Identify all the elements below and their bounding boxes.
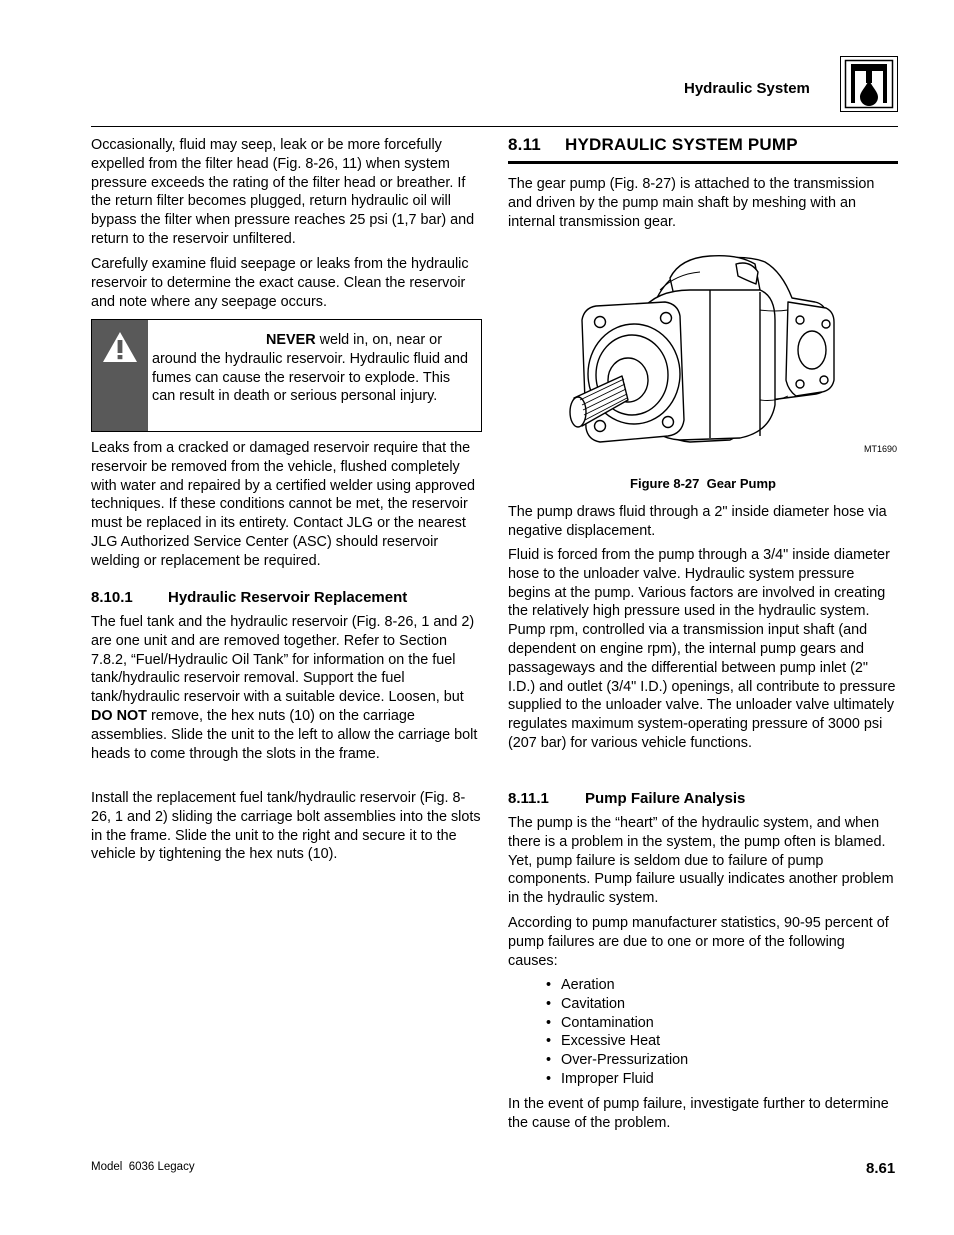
list-item: • Cavitation xyxy=(546,995,876,1014)
pump-failure-causes-list xyxy=(546,976,876,1089)
subsection-heading-8-10-1 xyxy=(91,589,483,606)
footer-model: Model 6036 Legacy xyxy=(91,1161,195,1173)
right-paragraph-1: The gear pump (Fig. 8-27) is attached to the transmission and driven by the pump main shaft by meshing with an internal transmission gear. xyxy=(508,176,875,230)
subsection-number: 8.10.1 xyxy=(91,589,133,606)
subsection-number: 8.11.1 xyxy=(508,790,549,807)
subsection-title: Pump Failure Analysis xyxy=(585,790,746,807)
right-paragraph-6: In the event of pump failure, investigate further to determine the cause of the problem. xyxy=(508,1096,889,1131)
left-paragraph-4-emphasis: DO NOT xyxy=(91,707,147,724)
right-paragraph-4: The pump is the “heart” of the hydraulic system, and when there is a problem in the system, the pump often is blamed. Yet, pump failure is seldom due to failure of pump components. Pump failure usually indicates another problem in the hydraulic system. xyxy=(508,815,894,907)
warning-exclamation-icon xyxy=(92,324,148,384)
figure-code: MT1690 xyxy=(864,444,898,454)
warning-text xyxy=(152,331,477,406)
section-title: HYDRAULIC SYSTEM PUMP xyxy=(565,135,798,154)
warning-never: NEVER xyxy=(266,332,316,348)
right-paragraph-3: Fluid is forced from the pump through a 3/4" inside diameter hose to the unloader valve. Hydraulic system pressure begins at the pump. Various factors are involved in creating the relatively high pressure used in the hydraulic system. Pump rpm, controlled via a transmission input shaft (and dependent on engine rpm), the internal pump gears and passageways and the differential between pump inlet (2" I.D.) and outlet (3/4" I.D.) openings, all contribute to pressure supplied to the unloader valve. The unloader valve ultimately regulates maximum system-operating pressure of 3000 psi (207 bar) for various vehicle functions. xyxy=(508,547,896,751)
footer-page-number: 8.61 xyxy=(866,1160,896,1177)
warning-body: weld in, on, near or around the hydraulic reservoir. Hydraulic fluid and fumes can cause the reservoir to explode. This can result in death or serious personal injury. xyxy=(152,332,468,405)
left-paragraph-4-part-b: remove, the hex nuts (10) on the carriage assemblies. Slide the unit to the left to allow the carriage bolt heads to come through the slots in the frame. xyxy=(91,707,478,762)
warning-sidebar xyxy=(92,320,148,431)
warning-box xyxy=(91,319,482,432)
left-paragraph-1: Occasionally, fluid may seep, leak or be more forcefully expelled from the filter head (Fig. 8-26, 11) when system pressure exceeds the rating of the filter head or breather. If the return filter becomes plugged, return hydraulic oil will bypass the filter when pressure reaches 25 psi (1,7 bar) and return to the reservoir unfiltered. xyxy=(91,137,475,247)
list-item: • Improper Fluid xyxy=(546,1070,876,1089)
left-paragraph-2: Carefully examine fluid seepage or leaks from the hydraulic reservoir to determine the exact cause. Clean the reservoir and note where any seepage occurs. xyxy=(91,256,469,310)
left-paragraph-3: Leaks from a cracked or damaged reservoir require that the reservoir be removed from the vehicle, flushed completely with water and repaired by a certified welder using approved techniques. If these conditions cannot be met, the reservoir must be replaced in its entirety. Contact JLG or the nearest JLG Authorized Service Center (ASC) should reservoir welding or replacement be required. xyxy=(91,440,475,569)
header-rule xyxy=(91,126,898,127)
section-heading-8-11 xyxy=(508,135,798,155)
list-item: • Over-Pressurization xyxy=(546,1051,876,1070)
figure-caption: Figure 8-27 Gear Pump xyxy=(630,476,776,491)
list-item: • Excessive Heat xyxy=(546,1032,876,1051)
right-paragraph-5: According to pump manufacturer statistics, 90-95 percent of pump failures are due to one or more of the following causes: xyxy=(508,915,889,969)
section-number: 8.11 xyxy=(508,135,541,154)
right-paragraph-2: The pump draws fluid through a 2" inside diameter hose via negative displacement. xyxy=(508,504,887,539)
header-section-title: Hydraulic System xyxy=(684,80,810,97)
left-paragraph-4 xyxy=(91,613,483,763)
subsection-heading-8-11-1 xyxy=(508,790,898,807)
gear-pump-figure xyxy=(560,250,850,455)
hydraulic-system-icon xyxy=(840,56,898,112)
left-paragraph-4-part-a: The fuel tank and the hydraulic reservoir (Fig. 8-26, 1 and 2) are one unit and are removed together. Refer to Section 7.8.2, “Fuel/Hydraulic Oil Tank” for information on the fuel tank/hydraulic reservoir removal. Support the fuel tank/hydraulic reservoir with a suitable device. Loosen, but xyxy=(91,614,475,706)
section-heading-rule xyxy=(508,161,898,164)
left-paragraph-5: Install the replacement fuel tank/hydraulic reservoir (Fig. 8-26, 1 and 2) sliding the carriage bolt assemblies into the slots in the frame. Slide the unit to the right and secure it to the vehicle by tightening the hex nuts (10). xyxy=(91,790,481,863)
subsection-title: Hydraulic Reservoir Replacement xyxy=(168,589,408,606)
list-item: • Aeration xyxy=(546,976,876,995)
list-item: • Contamination xyxy=(546,1014,876,1033)
